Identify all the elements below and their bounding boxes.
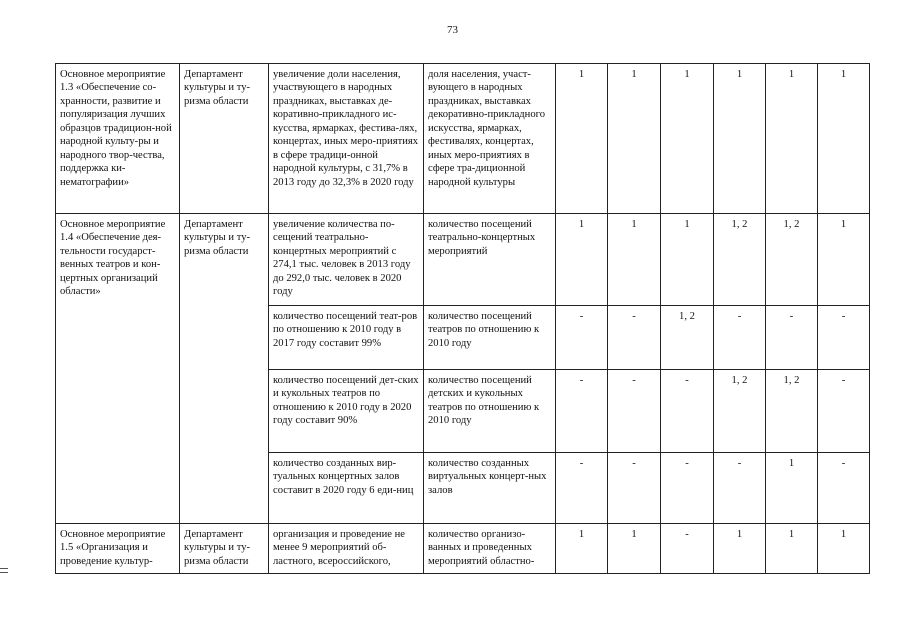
- page-number: 73: [447, 24, 458, 36]
- value-cell: 1, 2: [661, 306, 714, 370]
- table-row: [56, 64, 870, 214]
- result-cell: количество посещений теат-ров по отношению к 2010 году в 2017 году составит 99%: [269, 306, 424, 370]
- value-cell: -: [608, 306, 661, 370]
- value-cell: 1, 2: [714, 370, 766, 453]
- indicator-cell: количество посещений театрально-концертных мероприятий: [424, 214, 556, 306]
- value-cell: -: [556, 306, 608, 370]
- value-cell: 1: [556, 524, 608, 574]
- value-cell: 1: [818, 214, 870, 306]
- value-cell: -: [661, 370, 714, 453]
- table-row: [56, 524, 870, 574]
- value-cell: -: [661, 524, 714, 574]
- activities-table: [55, 63, 870, 574]
- indicator-cell: количество посещений театров по отношению к 2010 году: [424, 306, 556, 370]
- value-cell: 1: [608, 524, 661, 574]
- value-cell: 1: [714, 524, 766, 574]
- value-cell: -: [766, 306, 818, 370]
- result-cell: увеличение количества по-сещений театрально-концертных мероприятий с 274,1 тыс. человек в 2013 году до 292,0 тыс. человек в 2020 году: [269, 214, 424, 306]
- department-cell: Департамент культуры и ту-ризма области: [180, 64, 269, 214]
- value-cell: -: [818, 306, 870, 370]
- value-cell: -: [608, 453, 661, 524]
- result-cell: количество посещений дет-ских и кукольных театров по отношению к 2010 году в 2020 году составит 90%: [269, 370, 424, 453]
- value-cell: 1: [608, 214, 661, 306]
- value-cell: 1: [556, 214, 608, 306]
- value-cell: 1: [714, 64, 766, 214]
- department-cell: Департамент культуры и ту-ризма области: [180, 524, 269, 574]
- indicator-cell: количество созданных виртуальных концерт-ных залов: [424, 453, 556, 524]
- result-cell: организация и проведение не менее 9 мероприятий об-ластного, всероссийского,: [269, 524, 424, 574]
- value-cell: -: [556, 370, 608, 453]
- value-cell: 1, 2: [766, 214, 818, 306]
- scan-mark: [0, 568, 8, 569]
- value-cell: 1: [661, 214, 714, 306]
- result-cell: увеличение доли населения, участвующего в народных праздниках, выставках де-коративно-прикладного ис-кусства, ярмарках, фестива-лях, концертах, иных меро-приятиях в сфере традици-онной народной культуры, с 31,7% в 2013 году до 32,3% в 2020 году: [269, 64, 424, 214]
- indicator-cell: количество посещений детских и кукольных театров по отношению к 2010 году: [424, 370, 556, 453]
- department-cell: Департамент культуры и ту-ризма области: [180, 214, 269, 524]
- activity-cell: Основное мероприятие 1.5 «Организация и проведение культур-: [56, 524, 180, 574]
- value-cell: 1: [818, 64, 870, 214]
- value-cell: 1, 2: [766, 370, 818, 453]
- indicator-cell: количество организо-ванных и проведенных мероприятий областно-: [424, 524, 556, 574]
- value-cell: -: [818, 453, 870, 524]
- value-cell: -: [556, 453, 608, 524]
- activity-cell: Основное мероприятие 1.4 «Обеспечение дея-тельности государст-венных театров и кон-цертных организаций области»: [56, 214, 180, 524]
- table-row: [56, 214, 870, 306]
- value-cell: 1: [608, 64, 661, 214]
- value-cell: -: [818, 370, 870, 453]
- value-cell: -: [608, 370, 661, 453]
- activity-cell: Основное мероприятие 1.3 «Обеспечение со-хранности, развитие и популяризация лучших образцов традицион-ной народной культу-ры и народного твор-чества, поддержка ки-нематографии»: [56, 64, 180, 214]
- indicator-cell: доля населения, участ-вующего в народных праздниках, выставках декоративно-прикладного искусства, ярмарках, фестивалях, концертах, иных меро-приятиях в сфере тра-диционной народной культуры: [424, 64, 556, 214]
- result-cell: количество созданных вир-туальных концертных залов составит в 2020 году 6 еди-ниц: [269, 453, 424, 524]
- value-cell: 1: [766, 64, 818, 214]
- scan-mark: [0, 572, 8, 573]
- value-cell: 1: [661, 64, 714, 214]
- value-cell: -: [714, 453, 766, 524]
- value-cell: 1, 2: [714, 214, 766, 306]
- scan-edge-marks: [0, 568, 8, 576]
- value-cell: 1: [766, 524, 818, 574]
- value-cell: 1: [818, 524, 870, 574]
- value-cell: 1: [556, 64, 608, 214]
- value-cell: 1: [766, 453, 818, 524]
- value-cell: -: [714, 306, 766, 370]
- value-cell: -: [661, 453, 714, 524]
